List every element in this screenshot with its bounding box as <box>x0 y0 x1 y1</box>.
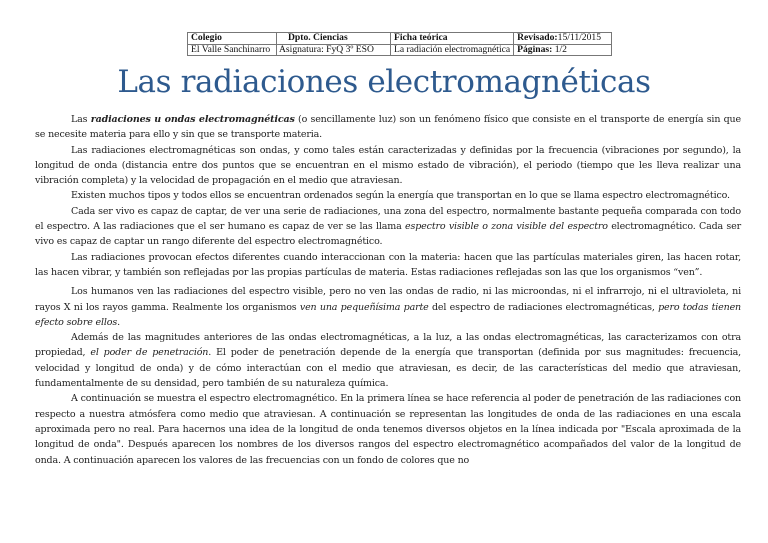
paragraph-2: Las radiaciones electromagnéticas son ondas, y como tales están caracterizadas y definidas por la frecuencia (vibraciones por segundo), la longitud de onda (distancia entre dos puntos que se encuentran en el mismo estado de vibración), el periodo (tiempo que les lleva realizar una vibración completa) y la velocidad de propagación en el medio que atraviesan. <box>35 144 741 187</box>
text-run: del espectro de radiaciones electromagnéticas, <box>428 301 659 313</box>
text-run: Los humanos ven las radiaciones del espectro visible, pero no ven las ondas de radio, ni las microondas, ni el infrarrojo, ni el ultravioleta, ni rayos X ni los rayos gamma. Realmente los organismos <box>35 286 741 313</box>
document-body <box>35 112 741 468</box>
paragraph-5: Las radiaciones provocan efectos diferentes cuando interaccionan con la materia: hacen que las partículas materiales giren, las hacen rotar, las hacen vibrar, y también son reflejadas por las propias partículas de materia. Estas radiaciones reflejadas son las que los organismos “ven”. <box>35 251 741 278</box>
revised-label: Revisado: <box>517 32 558 43</box>
paragraph-8: A continuación se muestra el espectro electromagnético. En la primera línea se hace referencia al poder de penetración de las radiaciones con respecto a nuestra atmósfera como medio que atraviesan. A continuación se representan las longitudes de onda de las radiaciones en una escala aproximada pero no real. Para hacernos una idea de la longitud de onda tenemos diversos objetos en la línea indicada por "Escala aproximada de la longitud de onda". Después aparecen los nombres de los diversos rangos del espectro electromagnético acompañados del valor de la longitud de onda. A continuación aparecen los valores de las frecuencias con un fondo de colores que no <box>35 393 741 466</box>
pages-cell <box>514 44 612 56</box>
italic-term: pero todas tienen efecto sobre ellos. <box>35 301 742 328</box>
italic-term: el poder de penetración <box>90 347 209 359</box>
paragraph-7 <box>35 330 741 391</box>
revised-date: 15/11/2015 <box>557 32 601 43</box>
subject: Asignatura: FyQ 3º ESO <box>277 44 391 56</box>
header-row-1 <box>188 33 612 45</box>
pages-value: 1/2 <box>554 43 567 55</box>
document-header-table <box>187 32 612 56</box>
header-row-2 <box>188 44 612 56</box>
emphasis-term: radiaciones u ondas electromagnéticas <box>90 114 295 125</box>
page-title: Las radiaciones electromagnéticas <box>117 64 651 100</box>
school-name: El Valle Sanchinarro <box>188 44 277 56</box>
sheet-type: Ficha teórica <box>391 33 514 45</box>
text-run: . El poder de penetración depende de la energía que transportan (definida por sus magnitudes: frecuencia, velocidad y longitud de onda) y de cómo interactúan con el medio que atraviesan, es decir, de las características del medio que atraviesan, fundamentalmente de su densidad, pero también de su naturaleza química. <box>35 347 741 390</box>
text-run: Además de las magnitudes anteriores de las ondas electromagnéticas, a la luz, a las ondas electromagnéticas, las caracterizamos con otra propiedad, <box>35 332 741 359</box>
text-run: Las <box>71 114 91 125</box>
italic-term: espectro visible o zona visible del espectro <box>405 221 608 233</box>
text-run: electromagnético. Cada ser vivo es capaz de captar un rango diferente del espectro electromagnético. <box>35 221 741 248</box>
paragraph-4 <box>35 204 741 250</box>
department-text: Dpto. Ciencias <box>288 32 348 43</box>
paragraph-6 <box>35 284 741 330</box>
pages-label: Páginas: <box>517 43 553 55</box>
sheet-topic: La radiación electromagnética <box>391 44 514 56</box>
paragraph-1 <box>35 112 741 143</box>
text-run: (o sencillamente luz) son un fenómeno físico que consiste en el transporte de energía sin que se necesite materia para ello y sin que se transporte materia. <box>35 114 741 141</box>
school-label: Colegio <box>188 33 277 45</box>
paragraph-3: Existen muchos tipos y todos ellos se encuentran ordenados según la energía que transportan en lo que se llama espectro electromagnético. <box>71 190 730 202</box>
text-run: Cada ser vivo es capaz de captar, de ver una serie de radiaciones, una zona del espectro, normalmente bastante pequeña comparada con todo el espectro. A las radiaciones que el ser humano es capaz de ver se las llama <box>35 205 741 233</box>
department-label <box>277 33 391 45</box>
italic-term: ven una pequeñísima parte <box>299 301 429 313</box>
revised-cell <box>514 33 612 45</box>
